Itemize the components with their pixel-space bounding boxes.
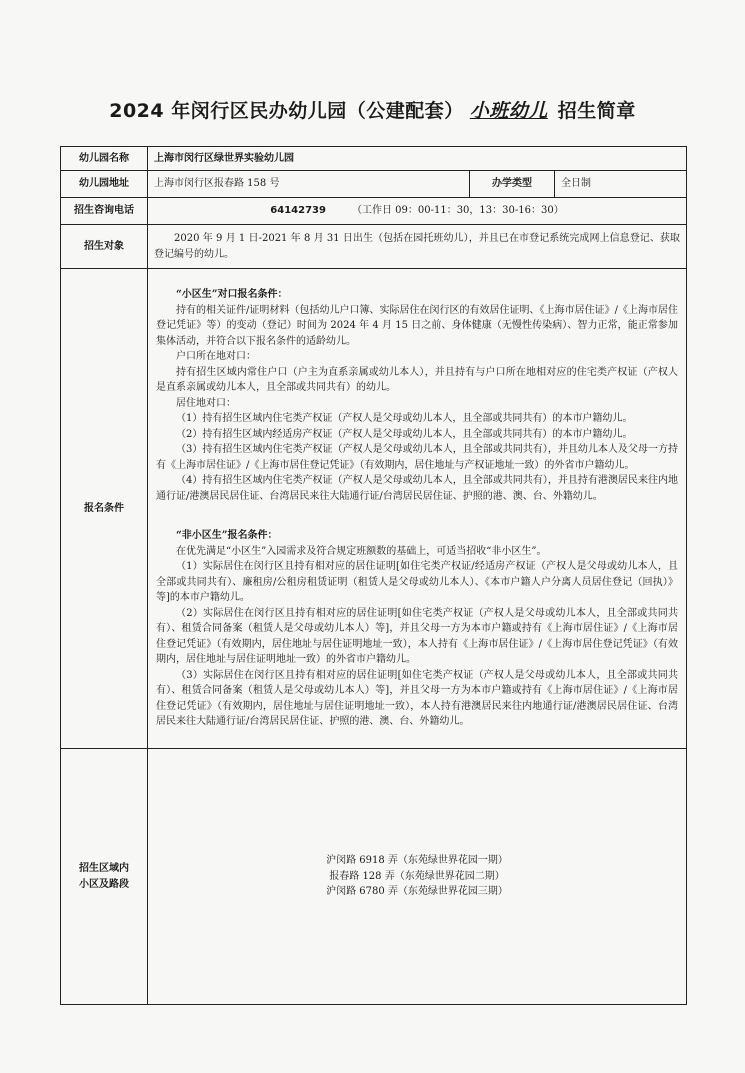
title-emphasis: 小班幼儿 [469, 100, 548, 122]
type-value: 全日制 [555, 171, 687, 198]
name-value: 上海市闵行区绿世界实验幼儿园 [148, 147, 687, 171]
title-prefix: 2024 年闵行区民办幼儿园（公建配套） [109, 100, 464, 122]
conditions-paragraph: （3）持有招生区域内住宅类产权证（产权人是父母或幼儿本人，且全部或共同共有），并且幼儿本人及父母一方持有《上海市居住证》/《上海市居住登记凭证》（有效期内，居住地址与产权证地址一致）的外省市户籍幼儿。 [156, 444, 678, 471]
conditions-paragraph: 持有招生区域内常住户口（户主为直系亲属或幼儿本人），并且持有与户口所在地相对应的住宅类产权证（产权人是直系亲属或幼儿本人，且全部或共同共有）的幼儿。 [156, 366, 678, 394]
phone-number: 64142739 [270, 205, 326, 217]
conditions-label: 报名条件 [61, 269, 148, 749]
area-roads [148, 749, 687, 1005]
conditions-paragraph: 户口所在地对口： [176, 351, 256, 363]
conditions-paragraph: （1）持有招生区域内住宅类产权证（产权人是父母或幼儿本人，且全部或共同共有）的本市户籍幼儿。 [176, 413, 633, 425]
conditions-paragraph: （3）实际居住在闵行区且持有相对应的居住证明[如住宅类产权证（产权人是父母或幼儿本人，且全部或共同共有）、租赁合同备案（租赁人是父母或幼儿本人）等]，并且父母一方为本市户籍或持有《上海市居住证》/《上海市居住登记凭证》（有效期内，居住地址与居住证明地址一致），本人持有港澳居民来往内地通行证/港澳居民居住证、台湾居民来往大陆通行证/台湾居民居住证、护照的港、澳、台、外籍幼儿。 [156, 669, 678, 728]
area-road: 沪闵路 6918 弄（东苑绿世界花园一期） [326, 855, 508, 867]
conditions-paragraph: （2）实际居住在闵行区且持有相对应的居住证明[如住宅类产权证（产权人是父母或幼儿本人，且全部或共同共有）、租赁合同备案（租赁人是父母或幼儿本人）等]，并且父母一方为本市户籍或持有《上海市居住证》/《上海市居住登记凭证》（有效期内，居住地址与居住证明地址一致），本人持有《上海市居住证》/《上海市居住登记凭证》（有效期内，居住地址与居住证明地址一致）的外省市户籍幼儿。 [156, 607, 678, 666]
target-text: 2020 年 9 月 1 日-2021 年 8 月 31 日出生（包括在园托班幼儿），并且已在市登记系统完成网上信息登记、获取登记编号的幼儿。 [154, 233, 680, 260]
admission-table [60, 146, 687, 1005]
conditions-paragraph: 居住地对口： [176, 397, 236, 409]
conditions-heading: “非小区生”报名条件： [176, 530, 278, 542]
area-road: 报春路 128 弄（东苑绿世界花园二期） [329, 870, 505, 882]
row-conditions [61, 269, 687, 749]
conditions-cell [148, 269, 687, 749]
area-label-line2: 小区及路段 [79, 878, 129, 890]
conditions-paragraph: （2）持有招生区域内经适房产权证（产权人是父母或幼儿本人，且全部或共同共有）的本市户籍幼儿。 [176, 428, 633, 440]
conditions-paragraph: 在优先满足“小区生”入园需求及符合规定班额数的基础上，可适当招收“非小区生”。 [176, 545, 547, 557]
row-target [61, 225, 687, 269]
address-label: 幼儿园地址 [61, 171, 148, 198]
area-label-line1: 招生区域内 [79, 863, 129, 874]
area-label [61, 749, 148, 1005]
row-address [61, 171, 687, 198]
conditions-paragraph: 持有的相关证件/证明材料（包括幼儿户口簿、实际居住在闵行区的有效居住证明、《上海市居住证》/《上海市居住登记凭证》等）的变动（登记）时间为 2024 年 4 月 15 日之前、身体健康（无慢性传染病）、智力正常，能正常参加集体活动，并符合以下报名条件的适龄幼儿。 [156, 304, 678, 347]
row-area [61, 749, 687, 1005]
page-title [0, 96, 745, 123]
title-suffix: 招生简章 [557, 100, 636, 122]
address-value: 上海市闵行区报春路 158 号 [148, 171, 470, 198]
phone-label: 招生咨询电话 [61, 198, 148, 225]
row-phone [61, 198, 687, 225]
conditions-paragraph: （4）持有招生区域内住宅类产权证（产权人是父母或幼儿本人，且全部或共同共有），并且持有港澳居民来往内地通行证/港澳居民居住证、台湾居民来往大陆通行证/台湾居民居住证、护照的港、澳、台、外籍幼儿。 [156, 475, 678, 502]
target-cell [148, 225, 687, 269]
row-name [61, 147, 687, 171]
type-label: 办学类型 [470, 171, 555, 198]
conditions-paragraph: （1）实际居住在闵行区且持有相对应的居住证明[如住宅类产权证/经适房产权证（产权人是父母或幼儿本人，且全部或共同共有）、廉租房/公租房租赁证明（租赁人是父母或幼儿本人）、《本市户籍人户分离人员居住登记（回执）》等]的本市户籍幼儿。 [156, 561, 678, 604]
area-road: 沪闵路 6780 弄（东苑绿世界花园三期） [326, 886, 508, 898]
conditions-heading: “小区生”对口报名条件： [176, 289, 288, 301]
target-label: 招生对象 [61, 225, 148, 269]
phone-cell [148, 198, 687, 225]
name-label: 幼儿园名称 [61, 147, 148, 171]
phone-hours: （工作日 09：00-11：30，13：30-16：30） [351, 205, 564, 217]
